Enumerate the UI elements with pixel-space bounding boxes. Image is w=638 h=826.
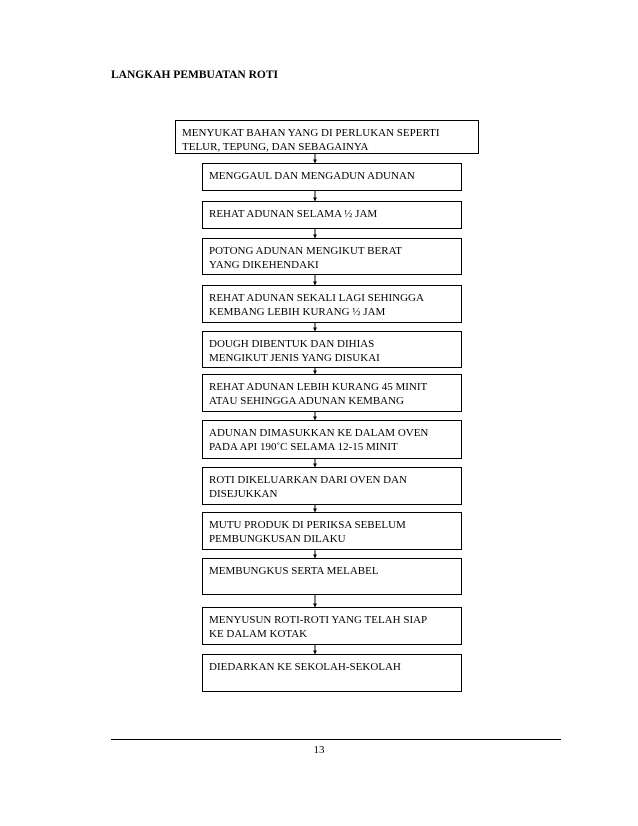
flow-step-text: ATAU SEHINGGA ADUNAN KEMBANG (209, 395, 404, 407)
flow-step-text: REHAT ADUNAN SELAMA ½ JAM (209, 208, 378, 220)
flow-step-text: DOUGH DIBENTUK DAN DIHIAS (209, 338, 375, 350)
flow-step-text: ADUNAN DIMASUKKAN KE DALAM OVEN (209, 427, 429, 439)
flow-step-text: PEMBUNGKUSAN DILAKU (209, 533, 346, 545)
flow-step-text: MEMBUNGKUS SERTA MELABEL (209, 565, 379, 577)
flow-step-text: MENGIKUT JENIS YANG DISUKAI (209, 352, 380, 364)
flow-step-text: PADA API 190˚C SELAMA 12-15 MINIT (209, 441, 398, 453)
page-number: 13 (313, 744, 325, 756)
flow-step-text: MENYUKAT BAHAN YANG DI PERLUKAN SEPERTI (182, 127, 440, 139)
flow-step-4 (202, 238, 462, 275)
flow-step-text: MENGGAUL DAN MENGADUN ADUNAN (209, 170, 415, 182)
flow-step-11 (202, 558, 462, 595)
flow-step-text: TELUR, TEPUNG, DAN SEBAGAINYA (182, 141, 369, 153)
flow-step-8 (202, 420, 462, 459)
flow-step-text: ROTI DIKELUARKAN DARI OVEN DAN (209, 474, 407, 486)
flow-step-10 (202, 512, 462, 550)
footer-rule (111, 739, 561, 740)
flow-step-text: POTONG ADUNAN MENGIKUT BERAT (209, 245, 403, 257)
flow-step-text: MUTU PRODUK DI PERIKSA SEBELUM (209, 519, 406, 531)
flow-step-2 (202, 163, 462, 191)
flow-step-text: REHAT ADUNAN SEKALI LAGI SEHINGGA (209, 292, 424, 304)
page-title: LANGKAH PEMBUATAN ROTI (111, 69, 278, 81)
flow-step-9 (202, 467, 462, 505)
flow-step-text: KEMBANG LEBIH KURANG ½ JAM (209, 306, 386, 318)
flow-step-text: MENYUSUN ROTI-ROTI YANG TELAH SIAP (209, 614, 428, 626)
flow-step-text: REHAT ADUNAN LEBIH KURANG 45 MINIT (209, 381, 428, 393)
flow-step-13 (202, 654, 462, 692)
flow-step-7 (202, 374, 462, 412)
flow-step-text: DISEJUKKAN (209, 488, 278, 500)
flow-step-3 (202, 201, 462, 229)
flow-step-text: DIEDARKAN KE SEKOLAH-SEKOLAH (209, 661, 401, 673)
flow-step-5 (202, 285, 462, 323)
flow-step-text: KE DALAM KOTAK (209, 628, 308, 640)
flow-step-1 (175, 120, 479, 154)
flow-step-text: YANG DIKEHENDAKI (209, 259, 319, 271)
flow-step-12 (202, 607, 462, 645)
flow-step-6 (202, 331, 462, 368)
